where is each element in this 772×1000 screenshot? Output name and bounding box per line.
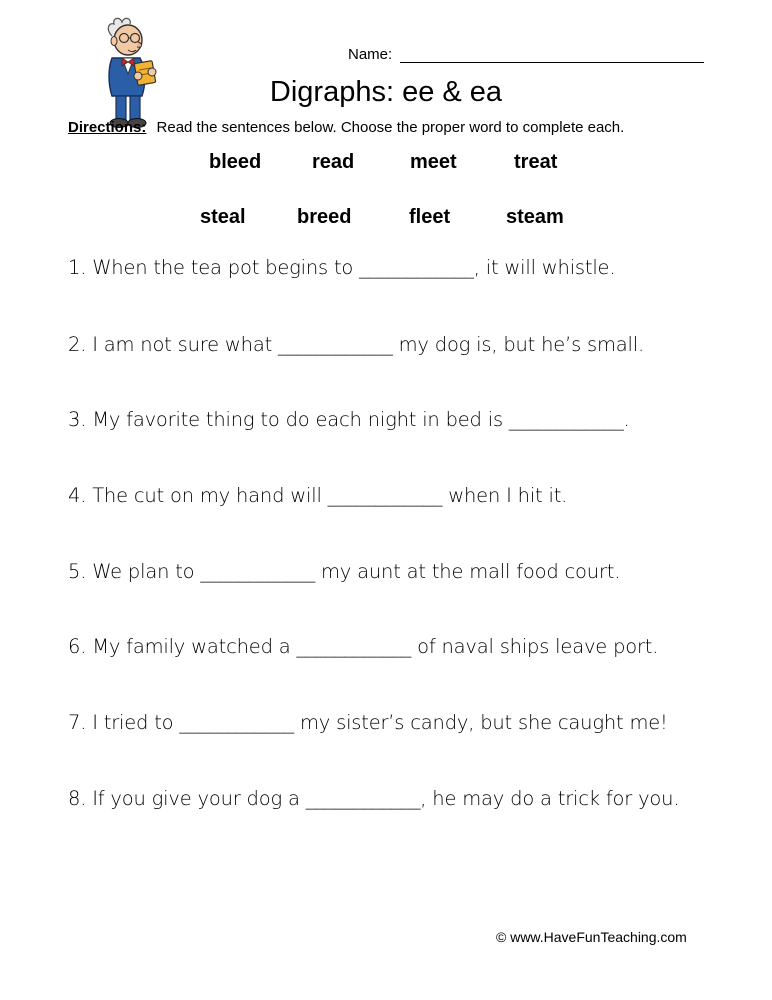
sentence-6: 6. My family watched a ____________ of naval ships leave port. <box>68 635 659 658</box>
name-label: Name: <box>348 46 393 63</box>
directions-label: Directions: <box>68 119 147 136</box>
sentence-7: 7. I tried to ____________ my sister’s candy, but she caught me! <box>68 711 668 734</box>
sentence-2: 2. I am not sure what ____________ my dog is, but he’s small. <box>68 333 644 356</box>
name-entry-line[interactable] <box>400 62 704 63</box>
worksheet-title <box>0 76 772 109</box>
sentence-3: 3. My favorite thing to do each night in bed is ____________. <box>68 408 630 431</box>
word-bank-item: steal <box>200 206 246 228</box>
sentence-5: 5. We plan to ____________ my aunt at the mall food court. <box>68 560 621 583</box>
word-bank-item: read <box>312 151 355 173</box>
directions-text: Read the sentences below. Choose the proper word to complete each. <box>156 119 625 136</box>
word-bank-item: meet <box>410 151 457 173</box>
worksheet-title-text: Digraphs: ee & ea <box>269 76 503 108</box>
sentence-8: 8. If you give your dog a ____________, he may do a trick for you. <box>68 787 680 810</box>
copyright-footer: © www.HaveFunTeaching.com <box>496 929 687 945</box>
word-bank-item: treat <box>514 151 558 173</box>
directions <box>68 119 624 136</box>
sentence-1: 1. When the tea pot begins to ____________, it will whistle. <box>68 256 616 279</box>
word-bank-item: steam <box>506 206 564 228</box>
word-bank-item: fleet <box>409 206 451 228</box>
word-bank-item: breed <box>297 206 352 228</box>
word-bank-item: bleed <box>209 151 262 173</box>
professor-mascot-icon <box>98 14 170 132</box>
sentence-4: 4. The cut on my hand will ____________ when I hit it. <box>68 484 568 507</box>
